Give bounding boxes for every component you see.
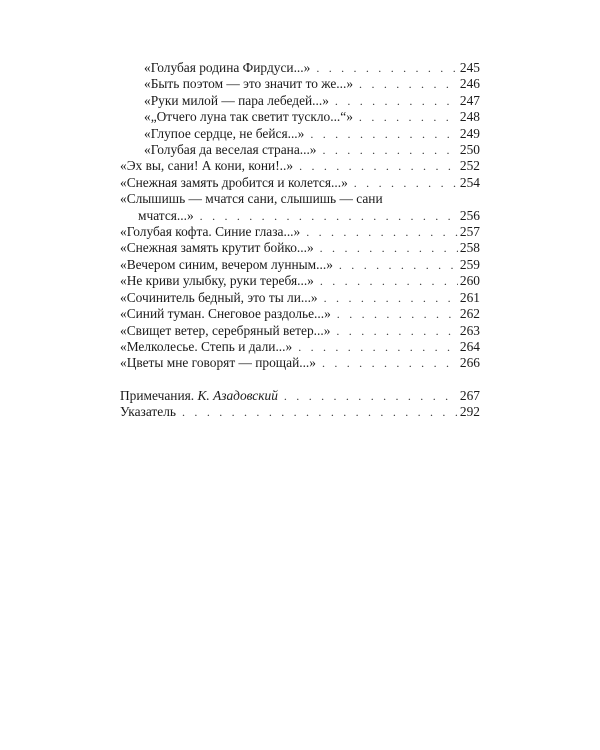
toc-entry-page: 261 [459, 289, 480, 305]
toc-entry-title: «Цветы мне говорят — прощай...» [120, 355, 316, 371]
toc-entry [120, 60, 480, 76]
toc-entry [120, 273, 480, 289]
toc-entry-page: 250 [459, 142, 480, 158]
toc-entry [120, 142, 480, 158]
toc-entry [120, 93, 480, 109]
toc-leader-dots [284, 388, 458, 404]
toc-entry-notes [120, 388, 480, 404]
toc-leader-dots [182, 404, 458, 420]
toc-entry-title: «Вечером синим, вечером лунным...» [120, 256, 333, 272]
toc-entry-page: 245 [459, 60, 480, 75]
toc-entry-page: 252 [459, 158, 480, 174]
toc-entry [120, 158, 480, 174]
toc-entry-page: 267 [459, 387, 480, 403]
toc-entry-page: 254 [459, 174, 480, 190]
toc-entry-title: «Голубая да веселая страна...» [144, 142, 317, 158]
toc-entry-page: 258 [459, 240, 480, 256]
toc-leader-dots [339, 257, 458, 273]
toc-entry [120, 257, 480, 273]
toc-entry-title: «Голубая кофта. Синие глаза...» [120, 224, 301, 240]
toc-leader-dots [359, 109, 458, 125]
toc-entry-page: 249 [459, 125, 480, 141]
toc-entry-title: Указатель [120, 404, 177, 420]
toc-entry-title: «Эх вы, сани! А кони, кони!..» [120, 158, 294, 174]
toc-entry-page: 257 [459, 224, 480, 240]
toc-entry [120, 339, 480, 355]
toc-leader-dots [316, 60, 458, 76]
toc-leader-dots [336, 323, 458, 339]
toc-entry [120, 175, 480, 191]
toc-entry [120, 208, 480, 224]
notes-label: Примечания. [120, 387, 195, 403]
toc-entry-title: «„Отчего луна так светит тускло...“» [144, 109, 353, 125]
toc-entry-page: 263 [459, 322, 480, 338]
toc-entry-title: «Сочинитель бедный, это ты ли...» [120, 289, 318, 305]
toc-entry [120, 306, 480, 322]
toc-leader-dots [320, 273, 458, 289]
toc-entry [120, 240, 480, 256]
toc-leader-dots [337, 306, 458, 322]
toc-entry-page: 247 [459, 92, 480, 108]
toc-entry-title: «Снежная замять крутит бойко...» [120, 240, 314, 256]
toc-entry-page: 246 [459, 76, 480, 92]
toc-entry-title: «Мелколесье. Степь и дали...» [120, 338, 293, 354]
toc-entry [120, 224, 480, 240]
toc-leader-dots [310, 126, 458, 142]
section-gap [120, 372, 480, 388]
toc-entry-page: 256 [459, 207, 480, 223]
toc-entry-title: «Свищет ветер, серебряный ветер...» [120, 322, 331, 338]
toc-entry-title: «Снежная замять дробится и колется...» [120, 174, 348, 190]
toc-entry-page: 259 [459, 256, 480, 272]
toc-leader-dots [354, 175, 458, 191]
notes-author: К. Азадовский [197, 387, 278, 403]
toc-entry-page: 264 [459, 338, 480, 354]
toc-entry-title: «Руки милой — пара лебедей...» [144, 92, 329, 108]
toc-entry [120, 355, 480, 371]
toc-leader-dots [322, 355, 458, 371]
toc-leader-dots [323, 142, 458, 158]
toc-entry [120, 76, 480, 92]
toc-leader-dots [359, 76, 458, 92]
toc-entry [120, 109, 480, 125]
toc-leader-dots [320, 240, 458, 256]
toc-entry-title-line1: «Слышишь — мчатся сани, слышишь — сани [120, 191, 383, 207]
toc-entry [120, 323, 480, 339]
toc-entry-title: «Синий туман. Снеговое раздолье...» [120, 306, 331, 322]
toc-leader-dots [200, 208, 458, 224]
toc-entry-page: 292 [459, 404, 480, 420]
toc-entry-title: «Голубая родина Фирдуси...» [144, 60, 311, 75]
toc-entry-page: 266 [459, 355, 480, 371]
toc-entry [120, 290, 480, 306]
toc-leader-dots [306, 224, 458, 240]
toc-leader-dots [324, 290, 458, 306]
toc-leader-dots [299, 158, 458, 174]
toc-entry-title: «Быть поэтом — это значит то же...» [144, 76, 354, 92]
toc-entry-page: 262 [459, 306, 480, 322]
toc-entry-page: 260 [459, 273, 480, 289]
toc-entry-title-line2: мчатся...» [138, 207, 194, 223]
toc-entry [120, 126, 480, 142]
toc-entry-page: 248 [459, 109, 480, 125]
toc-entry-index [120, 404, 480, 420]
table-of-contents [120, 60, 480, 421]
toc-entry-title: «Не криви улыбку, руки теребя...» [120, 273, 314, 289]
toc-leader-dots [298, 339, 458, 355]
toc-entry-title: «Глупое сердце, не бейся...» [144, 125, 305, 141]
toc-entry-title [120, 388, 284, 404]
toc-leader-dots [335, 93, 458, 109]
